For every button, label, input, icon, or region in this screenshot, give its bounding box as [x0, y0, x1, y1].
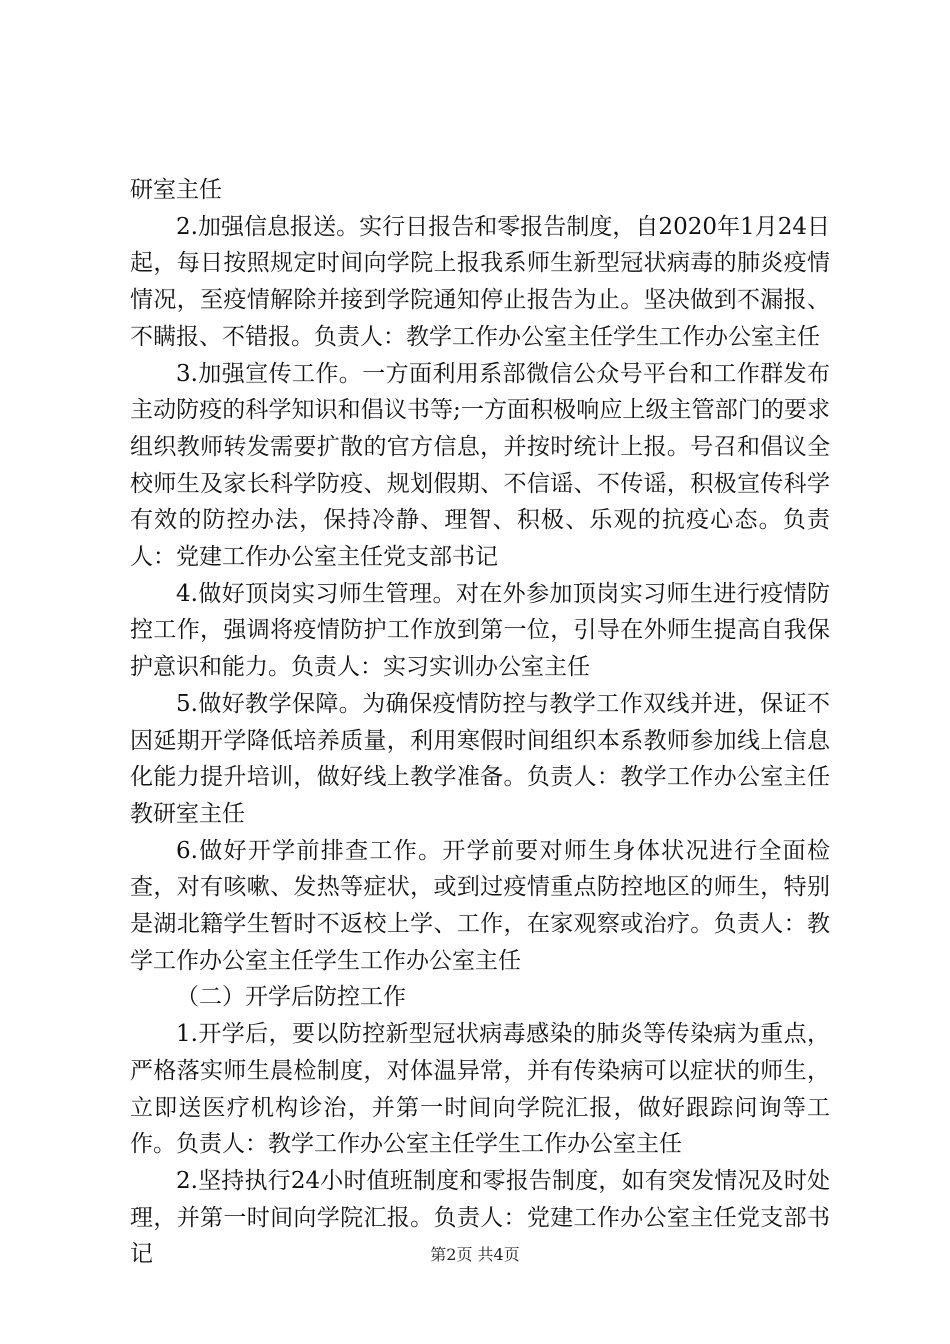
paragraph-after-item-2: 2.坚持执行24小时值班制度和零报告制度，如有突发情况及时处理，并第一时间向学院汇报。负责人：党建工作办公室主任党支部书记	[130, 1167, 830, 1268]
paragraph-item-6-screening: 6.做好开学前排查工作。开学前要对师生身体状况进行全面检查，对有咳嗽、发热等症状，或到过疫情重点防控地区的师生，特别是湖北籍学生暂时不返校上学、工作，在家观察或治疗。负责人：教学工作办公室主任学生工作办公室主任	[130, 837, 830, 974]
document-body	[130, 172, 830, 1273]
paragraph-after-item-1: 1.开学后，要以防控新型冠状病毒感染的肺炎等传染病为重点，严格落实师生晨检制度，对体温异常，并有传染病可以症状的师生，立即送医疗机构诊治，并第一时间向学院汇报，做好跟踪问询等工作。负责人：教学工作办公室主任学生工作办公室主任	[130, 1021, 830, 1158]
section-heading-after-opening: （二）开学后防控工作	[176, 984, 406, 1011]
page-number: 第2页 共4页	[430, 1245, 520, 1264]
page-footer	[0, 1242, 950, 1265]
paragraph-item-2-info-reporting: 2.加强信息报送。实行日报告和零报告制度，自2020年1月24日起，每日按照规定时间向学院上报我系师生新型冠状病毒的肺炎疫情情况，至疫情解除并接到学院通知停止报告为止。坚决做到不漏报、不瞒报、不错报。负责人：教学工作办公室主任学生工作办公室主任	[130, 213, 830, 350]
paragraph-item-4-internship: 4.做好顶岗实习师生管理。对在外参加顶岗实习师生进行疫情防控工作，强调将疫情防护工作放到第一位，引导在外师生提高自我保护意识和能力。负责人：实习实训办公室主任	[130, 580, 830, 681]
paragraph-continuation: 研室主任	[130, 177, 222, 203]
paragraph-item-3-publicity: 3.加强宣传工作。一方面利用系部微信公众号平台和工作群发布主动防疫的科学知识和倡议书等;一方面积极响应上级主管部门的要求组织教师转发需要扩散的官方信息，并按时统计上报。号召和倡议全校师生及家长科学防疫、规划假期、不信谣、不传谣，积极宣传科学有效的防控办法，保持冷静、理智、积极、乐观的抗疫心态。负责人：党建工作办公室主任党支部书记	[130, 360, 830, 571]
paragraph-item-5-teaching: 5.做好教学保障。为确保疫情防控与教学工作双线并进，保证不因延期开学降低培养质量，利用寒假时间组织本系教师参加线上信息化能力提升培训，做好线上教学准备。负责人：教学工作办公室主任教研室主任	[130, 690, 830, 827]
